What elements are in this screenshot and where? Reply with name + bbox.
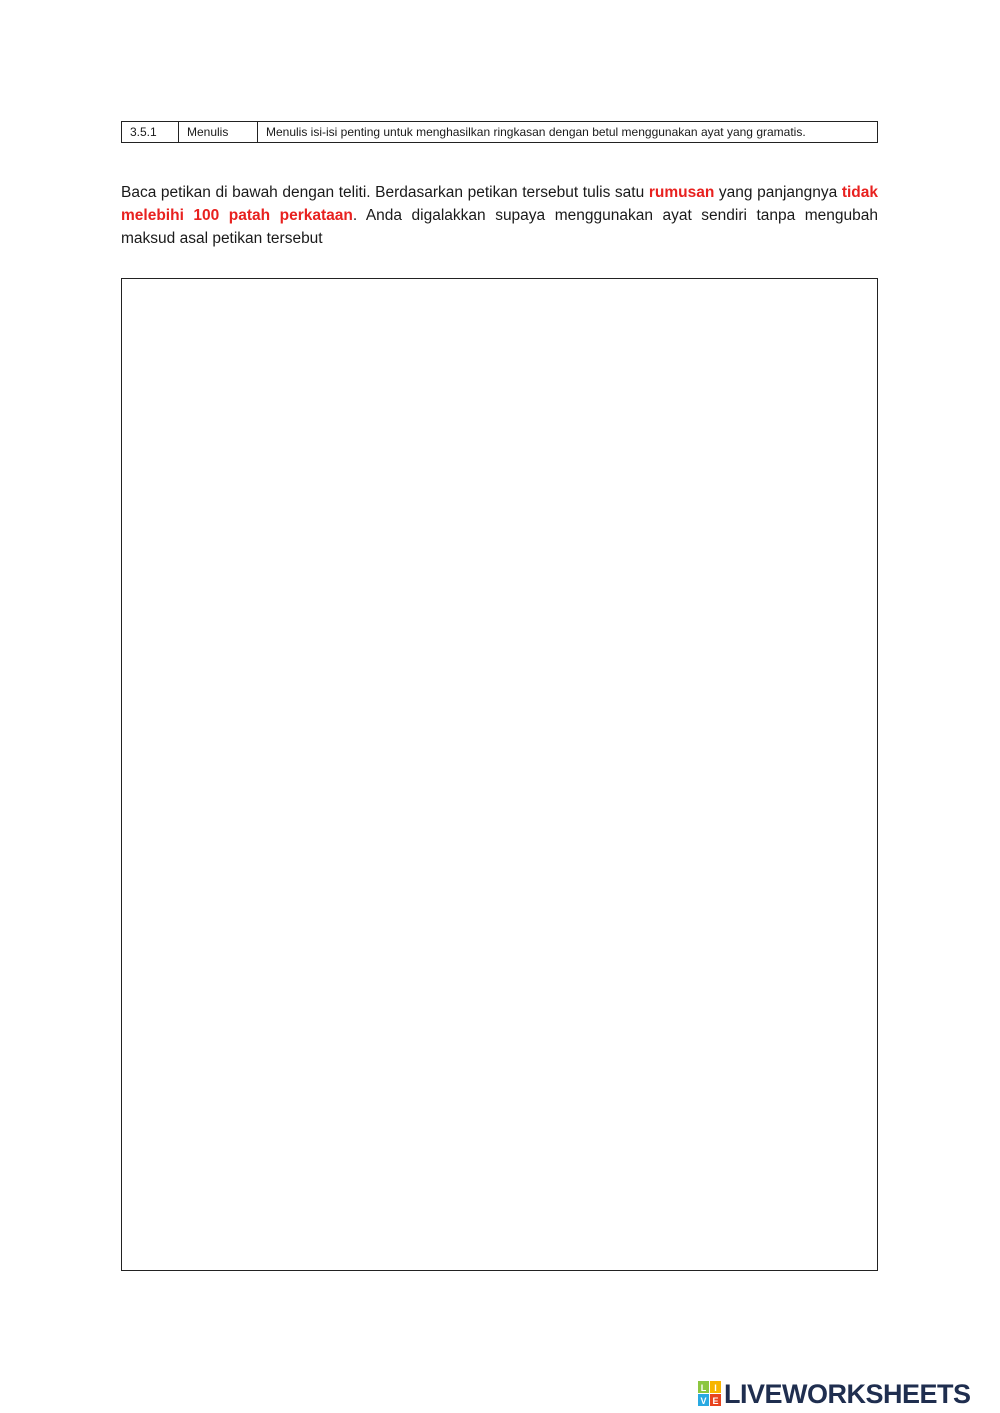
standard-skill: Menulis xyxy=(179,122,258,143)
liveworksheets-wordmark: LIVEWORKSHEETS xyxy=(724,1378,971,1409)
answer-box[interactable] xyxy=(121,278,878,1271)
svg-text:V: V xyxy=(700,1396,707,1406)
highlight-rumusan: rumusan xyxy=(648,184,715,201)
instructions-text-3: . Anda digalakkan supaya menggunakan ayat sendiri tanpa mengubah maksud asal petikan tersebut xyxy=(121,207,879,247)
standard-description: Menulis isi-isi penting untuk menghasilkan ringkasan dengan betul menggunakan ayat yang gramatis. xyxy=(258,122,878,143)
instructions-text-2: yang panjangnya xyxy=(714,184,842,201)
standard-code: 3.5.1 xyxy=(122,122,179,143)
highlight-word-limit: tidak melebihi 100 patah perkataan xyxy=(121,184,879,224)
instructions-paragraph xyxy=(121,181,878,250)
instructions-text-1: Baca petikan di bawah dengan teliti. Berdasarkan petikan tersebut tulis satu xyxy=(121,184,649,201)
table-row xyxy=(122,122,878,143)
liveworksheets-logo xyxy=(698,1378,971,1410)
liveworksheets-icon xyxy=(698,1381,722,1407)
svg-text:L: L xyxy=(700,1383,707,1393)
learning-standard-table xyxy=(121,121,878,143)
svg-text:I: I xyxy=(714,1383,717,1393)
svg-text:E: E xyxy=(712,1396,719,1406)
